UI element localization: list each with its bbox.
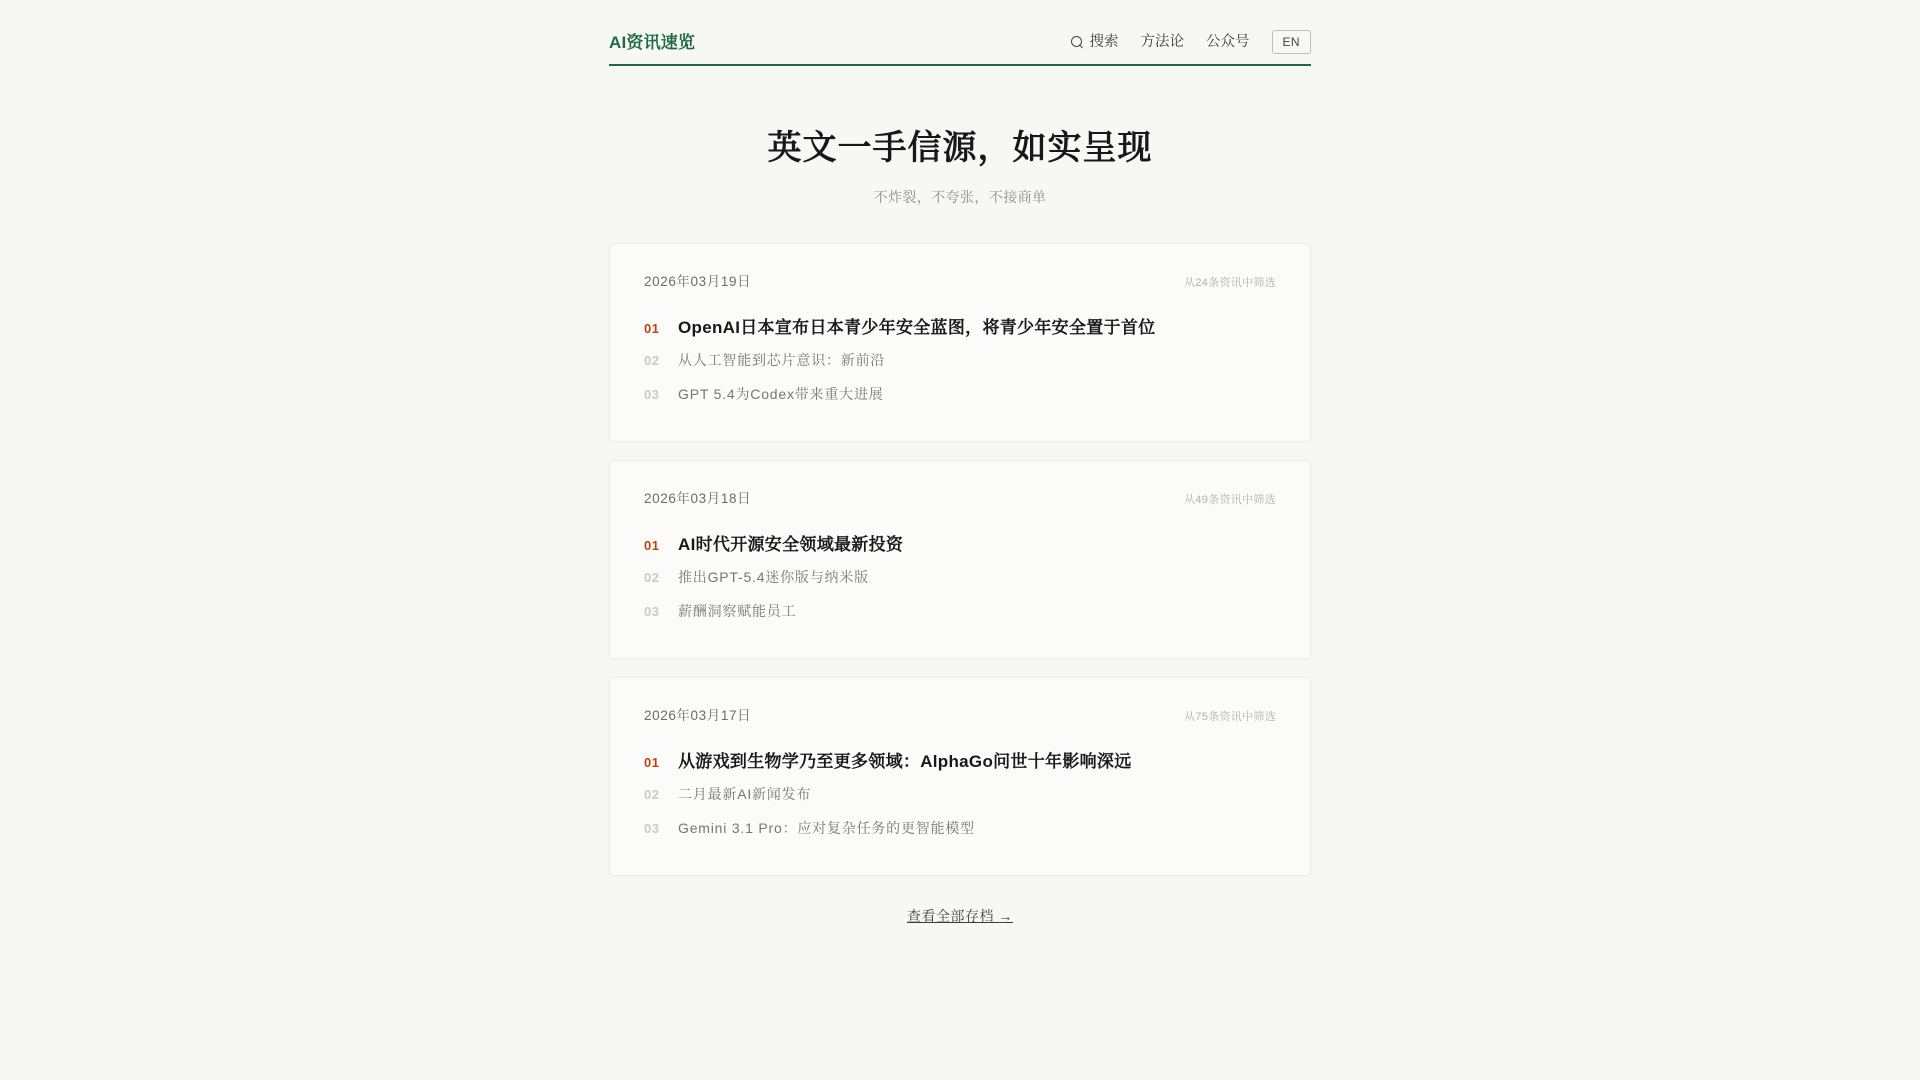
daily-digest-list: [609, 243, 1311, 876]
story-title-link[interactable]: 从游戏到生物学乃至更多领域：AlphaGo问世十年影响深远: [678, 751, 1132, 771]
page-title: 英文一手信源，如实呈现: [767, 129, 1153, 168]
day-card-header: [644, 270, 1276, 290]
archive-link-wrapper: [609, 906, 1311, 926]
day-date: 2026年03月18日: [644, 490, 752, 506]
story-rank: 03: [644, 386, 660, 402]
site-header: [609, 30, 1311, 66]
story-rank: 01: [644, 754, 660, 770]
story-title-link[interactable]: AI时代开源安全领域最新投资: [678, 534, 904, 554]
nav-item-wechat-label: 公众号: [1206, 33, 1250, 50]
site-brand[interactable]: AI资讯速览: [609, 32, 696, 52]
story-rank: 01: [644, 537, 660, 553]
hero-section: [609, 126, 1311, 206]
nav-item-wechat[interactable]: [1206, 35, 1250, 50]
page-subtitle: 不炸裂，不夸张，不接商单: [873, 188, 1047, 205]
story-rank: 02: [644, 352, 660, 368]
day-card: [609, 460, 1311, 659]
story-item[interactable]: [644, 777, 1276, 811]
nav-item-methodology[interactable]: [1141, 35, 1185, 50]
story-item[interactable]: [644, 560, 1276, 594]
search-icon: [1071, 36, 1084, 49]
story-title-link[interactable]: OpenAI日本宣布日本青少年安全蓝图，将青少年安全置于首位: [678, 317, 1156, 337]
story-item[interactable]: [644, 377, 1276, 411]
story-title-link[interactable]: Gemini 3.1 Pro：应对复杂任务的更智能模型: [678, 819, 975, 836]
story-item[interactable]: [644, 343, 1276, 377]
day-source-count: 从75条资讯中筛选: [1184, 710, 1276, 723]
language-toggle-button[interactable]: EN: [1272, 30, 1311, 54]
story-rank: 02: [644, 569, 660, 585]
day-card-header: [644, 704, 1276, 724]
nav-item-search-label: 搜索: [1089, 33, 1119, 50]
story-title-link[interactable]: 推出GPT-5.4迷你版与纳米版: [678, 568, 869, 585]
story-item[interactable]: [644, 594, 1276, 628]
story-title-link[interactable]: GPT 5.4为Codex带来重大进展: [678, 385, 884, 402]
day-card-header: [644, 487, 1276, 507]
day-date: 2026年03月17日: [644, 707, 752, 723]
day-card: [609, 243, 1311, 442]
story-rank: 02: [644, 786, 660, 802]
day-source-count: 从49条资讯中筛选: [1184, 493, 1276, 506]
story-item[interactable]: [644, 308, 1276, 343]
story-rank: 03: [644, 603, 660, 619]
day-source-count: 从24条资讯中筛选: [1184, 276, 1276, 289]
nav-item-search[interactable]: [1071, 35, 1119, 50]
story-item[interactable]: [644, 525, 1276, 560]
view-all-archive-link[interactable]: 查看全部存档 →: [907, 907, 1013, 924]
nav-item-methodology-label: 方法论: [1140, 33, 1185, 50]
story-rank: 01: [644, 320, 660, 336]
story-rank: 03: [644, 820, 660, 836]
day-card: [609, 677, 1311, 876]
story-title-link[interactable]: 从人工智能到芯片意识：新前沿: [678, 351, 886, 368]
main-nav: [1071, 30, 1311, 54]
story-item[interactable]: [644, 742, 1276, 777]
story-title-link[interactable]: 薪酬洞察赋能员工: [678, 602, 797, 619]
story-title-link[interactable]: 二月最新AI新闻发布: [678, 785, 812, 802]
story-item[interactable]: [644, 811, 1276, 845]
day-date: 2026年03月19日: [644, 273, 752, 289]
